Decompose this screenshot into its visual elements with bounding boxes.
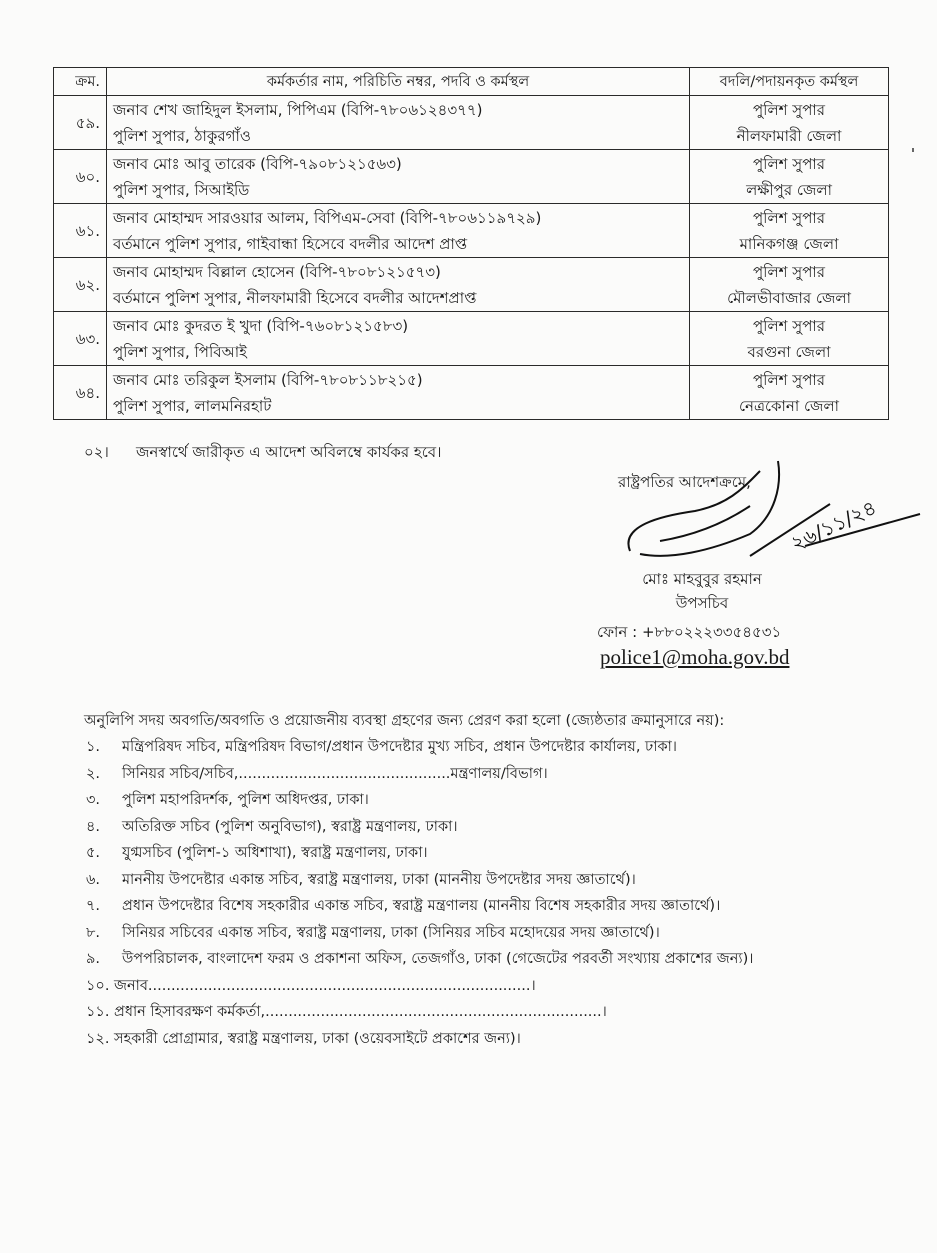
officer-name: জনাব মোহাম্মদ বিল্লাল হোসেন (বিপি-৭৮০৮১২১৫৭৩) [113, 262, 441, 281]
table-row [54, 312, 889, 366]
list-item [86, 840, 753, 867]
officer-current-post: পুলিশ সুপার, সিআইডি [113, 180, 250, 199]
posting-cell [690, 96, 889, 150]
table-row [54, 258, 889, 312]
posting-cell [690, 150, 889, 204]
list-item-number: ১. [86, 739, 101, 755]
list-item-text: পুলিশ মহাপরিদর্শক, পুলিশ অধিদপ্তর, ঢাকা। [122, 792, 369, 808]
list-item-number: ১০. [86, 977, 110, 994]
officer-cell [107, 96, 690, 150]
list-item-text: যুগ্মসচিব (পুলিশ-১ অধিশাখা), স্বরাষ্ট্র মন্ত্রণালয়, ঢাকা। [122, 845, 428, 861]
list-item [86, 761, 753, 788]
list-item [86, 893, 753, 920]
posting-cell [690, 258, 889, 312]
list-item-text: অতিরিক্ত সচিব (পুলিশ অনুবিভাগ), স্বরাষ্ট্র মন্ত্রণালয়, ঢাকা। [122, 818, 458, 835]
list-item [86, 814, 753, 841]
officer-current-post: পুলিশ সুপার, পিবিআই [113, 342, 247, 361]
officer-cell [107, 366, 690, 420]
officer-current-post: পুলিশ সুপার, ঠাকুরগাঁও [113, 126, 251, 145]
officer-name: জনাব শেখ জাহিদুল ইসলাম, পিপিএম (বিপি-৭৮০৬১২৪৩৭৭) [113, 100, 483, 119]
list-item [86, 867, 753, 894]
list-item-number: ৮. [86, 924, 101, 941]
posting-place: বরগুনা জেলা [747, 342, 831, 361]
posting-place: মৌলভীবাজার জেলা [727, 288, 851, 307]
posting-place: নীলফামারী জেলা [736, 126, 842, 145]
list-item [86, 734, 753, 761]
posting-title: পুলিশ সুপার [753, 316, 825, 335]
posting-cell [690, 312, 889, 366]
officer-cell [107, 150, 690, 204]
row-serial: ৬৪. [54, 366, 107, 420]
officer-name: জনাব মোঃ আবু তারেক (বিপি-৭৯০৮১২১৫৬৩) [113, 154, 402, 173]
order-paragraph [84, 441, 441, 466]
signature-date: ২৬/১১/২৪ [786, 495, 880, 556]
copy-to-list [86, 734, 753, 1052]
list-item [86, 973, 753, 1000]
officer-current-post: পুলিশ সুপার, লালমনিরহাট [113, 396, 272, 415]
row-serial: ৬৩. [54, 312, 107, 366]
transfer-order-table [53, 67, 889, 420]
table-row [54, 204, 889, 258]
posting-title: পুলিশ সুপার [753, 154, 825, 173]
officer-cell [107, 312, 690, 366]
signer-phone: ফোন : +৮৮০২২২৩৩৫৪৫৩১ [597, 623, 782, 641]
list-item-number: ৪. [86, 818, 101, 835]
list-item-text: সিনিয়র সচিবের একান্ত সচিব, স্বরাষ্ট্র মন্ত্রণালয়, ঢাকা (সিনিয়র সচিব মহোদয়ের সদয় জ্ঞাতার্থে)। [122, 924, 660, 941]
list-item-number: ৫. [86, 845, 101, 861]
list-item-number: ৭. [86, 898, 101, 914]
list-item-number: ১২. [86, 1030, 110, 1047]
list-item-text: উপপরিচালক, বাংলাদেশ ফরম ও প্রকাশনা অফিস, তেজগাঁও, ঢাকা (গেজেটের পরবর্তী সংখ্যায় প্রকাশের জন্য)। [122, 951, 754, 967]
list-item-text: মাননীয় উপদেষ্টার একান্ত সচিব, স্বরাষ্ট্র মন্ত্রণালয়, ঢাকা (মাননীয় উপদেষ্টার সদয় জ্ঞাতার্থে)। [122, 871, 636, 888]
list-item [86, 999, 753, 1026]
table-row [54, 96, 889, 150]
list-item [86, 1026, 753, 1053]
list-item-number: ৩. [86, 792, 101, 808]
list-item-number: ৬. [86, 871, 101, 888]
table-row [54, 150, 889, 204]
list-item-number: ৯. [86, 951, 101, 967]
table-header-row [54, 68, 889, 96]
row-serial: ৬২. [54, 258, 107, 312]
handwritten-signature [600, 456, 930, 576]
list-item [86, 920, 753, 947]
paragraph-number: ০২। [84, 443, 109, 461]
posting-place: লক্ষীপুর জেলা [746, 180, 832, 199]
officer-cell [107, 258, 690, 312]
officer-current-post: বর্তমানে পুলিশ সুপার, নীলফামারী হিসেবে বদলীর আদেশপ্রাপ্ত [113, 288, 477, 307]
row-serial: ৬১. [54, 204, 107, 258]
list-item-number: ১১. [86, 1004, 110, 1020]
table-row [54, 366, 889, 420]
officer-name: জনাব মোঃ তরিকুল ইসলাম (বিপি-৭৮০৮১১৮২১৫) [113, 370, 423, 389]
posting-place: মানিকগঞ্জ জেলা [739, 234, 839, 253]
list-item-text: জনাব...................................................................................। [114, 977, 536, 994]
list-item-text: প্রধান উপদেষ্টার বিশেষ সহকারীর একান্ত সচিব, স্বরাষ্ট্র মন্ত্রণালয় (মাননীয় বিশেষ সহকারীর সদয় জ্ঞাতার্থে)। [122, 898, 721, 914]
header-serial: ক্রম. [54, 68, 107, 96]
posting-title: পুলিশ সুপার [753, 262, 825, 281]
header-posting: বদলি/পদায়নকৃত কর্মস্থল [690, 68, 889, 96]
officer-current-post: বর্তমানে পুলিশ সুপার, গাইবান্ধা হিসেবে বদলীর আদেশ প্রাপ্ত [113, 234, 468, 253]
list-item-text: সিনিয়র সচিব/সচিব,..............................................মন্ত্রণালয়/বিভাগ। [122, 765, 548, 782]
posting-title: পুলিশ সুপার [753, 100, 825, 119]
signer-email-link[interactable]: police1@moha.gov.bd [600, 645, 790, 669]
posting-cell [690, 204, 889, 258]
officer-name: জনাব মোহাম্মদ সারওয়ার আলম, বিপিএম-সেবা (বিপি-৭৮০৬১১৯৭২৯) [113, 208, 542, 227]
posting-title: পুলিশ সুপার [753, 370, 825, 389]
officer-name: জনাব মোঃ কুদরত ই খুদা (বিপি-৭৬০৮১২১৫৮৩) [113, 316, 409, 335]
list-item-number: ২. [86, 765, 101, 782]
paragraph-text: জনস্বার্থে জারীকৃত এ আদেশ অবিলম্বে কার্যকর হবে। [136, 443, 442, 461]
officer-cell [107, 204, 690, 258]
row-serial: ৬০. [54, 150, 107, 204]
scan-speck [912, 148, 914, 152]
list-item [86, 787, 753, 814]
list-item-text: প্রধান হিসাবরক্ষণ কর্মকর্তা,.........................................................................। [114, 1004, 607, 1020]
header-officer: কর্মকর্তার নাম, পরিচিতি নম্বর, পদবি ও কর্মস্থল [107, 68, 690, 96]
signer-name: মোঃ মাহবুবুর রহমান [642, 570, 762, 588]
posting-cell [690, 366, 889, 420]
signer-designation: উপসচিব [675, 594, 729, 612]
row-serial: ৫৯. [54, 96, 107, 150]
list-item [86, 946, 753, 973]
posting-place: নেত্রকোনা জেলা [738, 396, 840, 415]
copy-to-intro: অনুলিপি সদয় অবগতি/অবগতি ও প্রয়োজনীয় ব্যবস্থা গ্রহণের জন্য প্রেরণ করা হলো (জ্যেষ্ঠতার ক্রমানুসারে নয়): [84, 713, 725, 729]
list-item-text: মন্ত্রিপরিষদ সচিব, মন্ত্রিপরিষদ বিভাগ/প্রধান উপদেষ্টার মুখ্য সচিব, প্রধান উপদেষ্টার কার্যালয়, ঢাকা। [122, 739, 677, 755]
signature-intro: রাষ্ট্রপতির আদেশক্রমে, [618, 473, 751, 491]
list-item-text: সহকারী প্রোগ্রামার, স্বরাষ্ট্র মন্ত্রণালয়, ঢাকা (ওয়েবসাইটে প্রকাশের জন্য)। [114, 1030, 521, 1047]
posting-title: পুলিশ সুপার [753, 208, 825, 227]
